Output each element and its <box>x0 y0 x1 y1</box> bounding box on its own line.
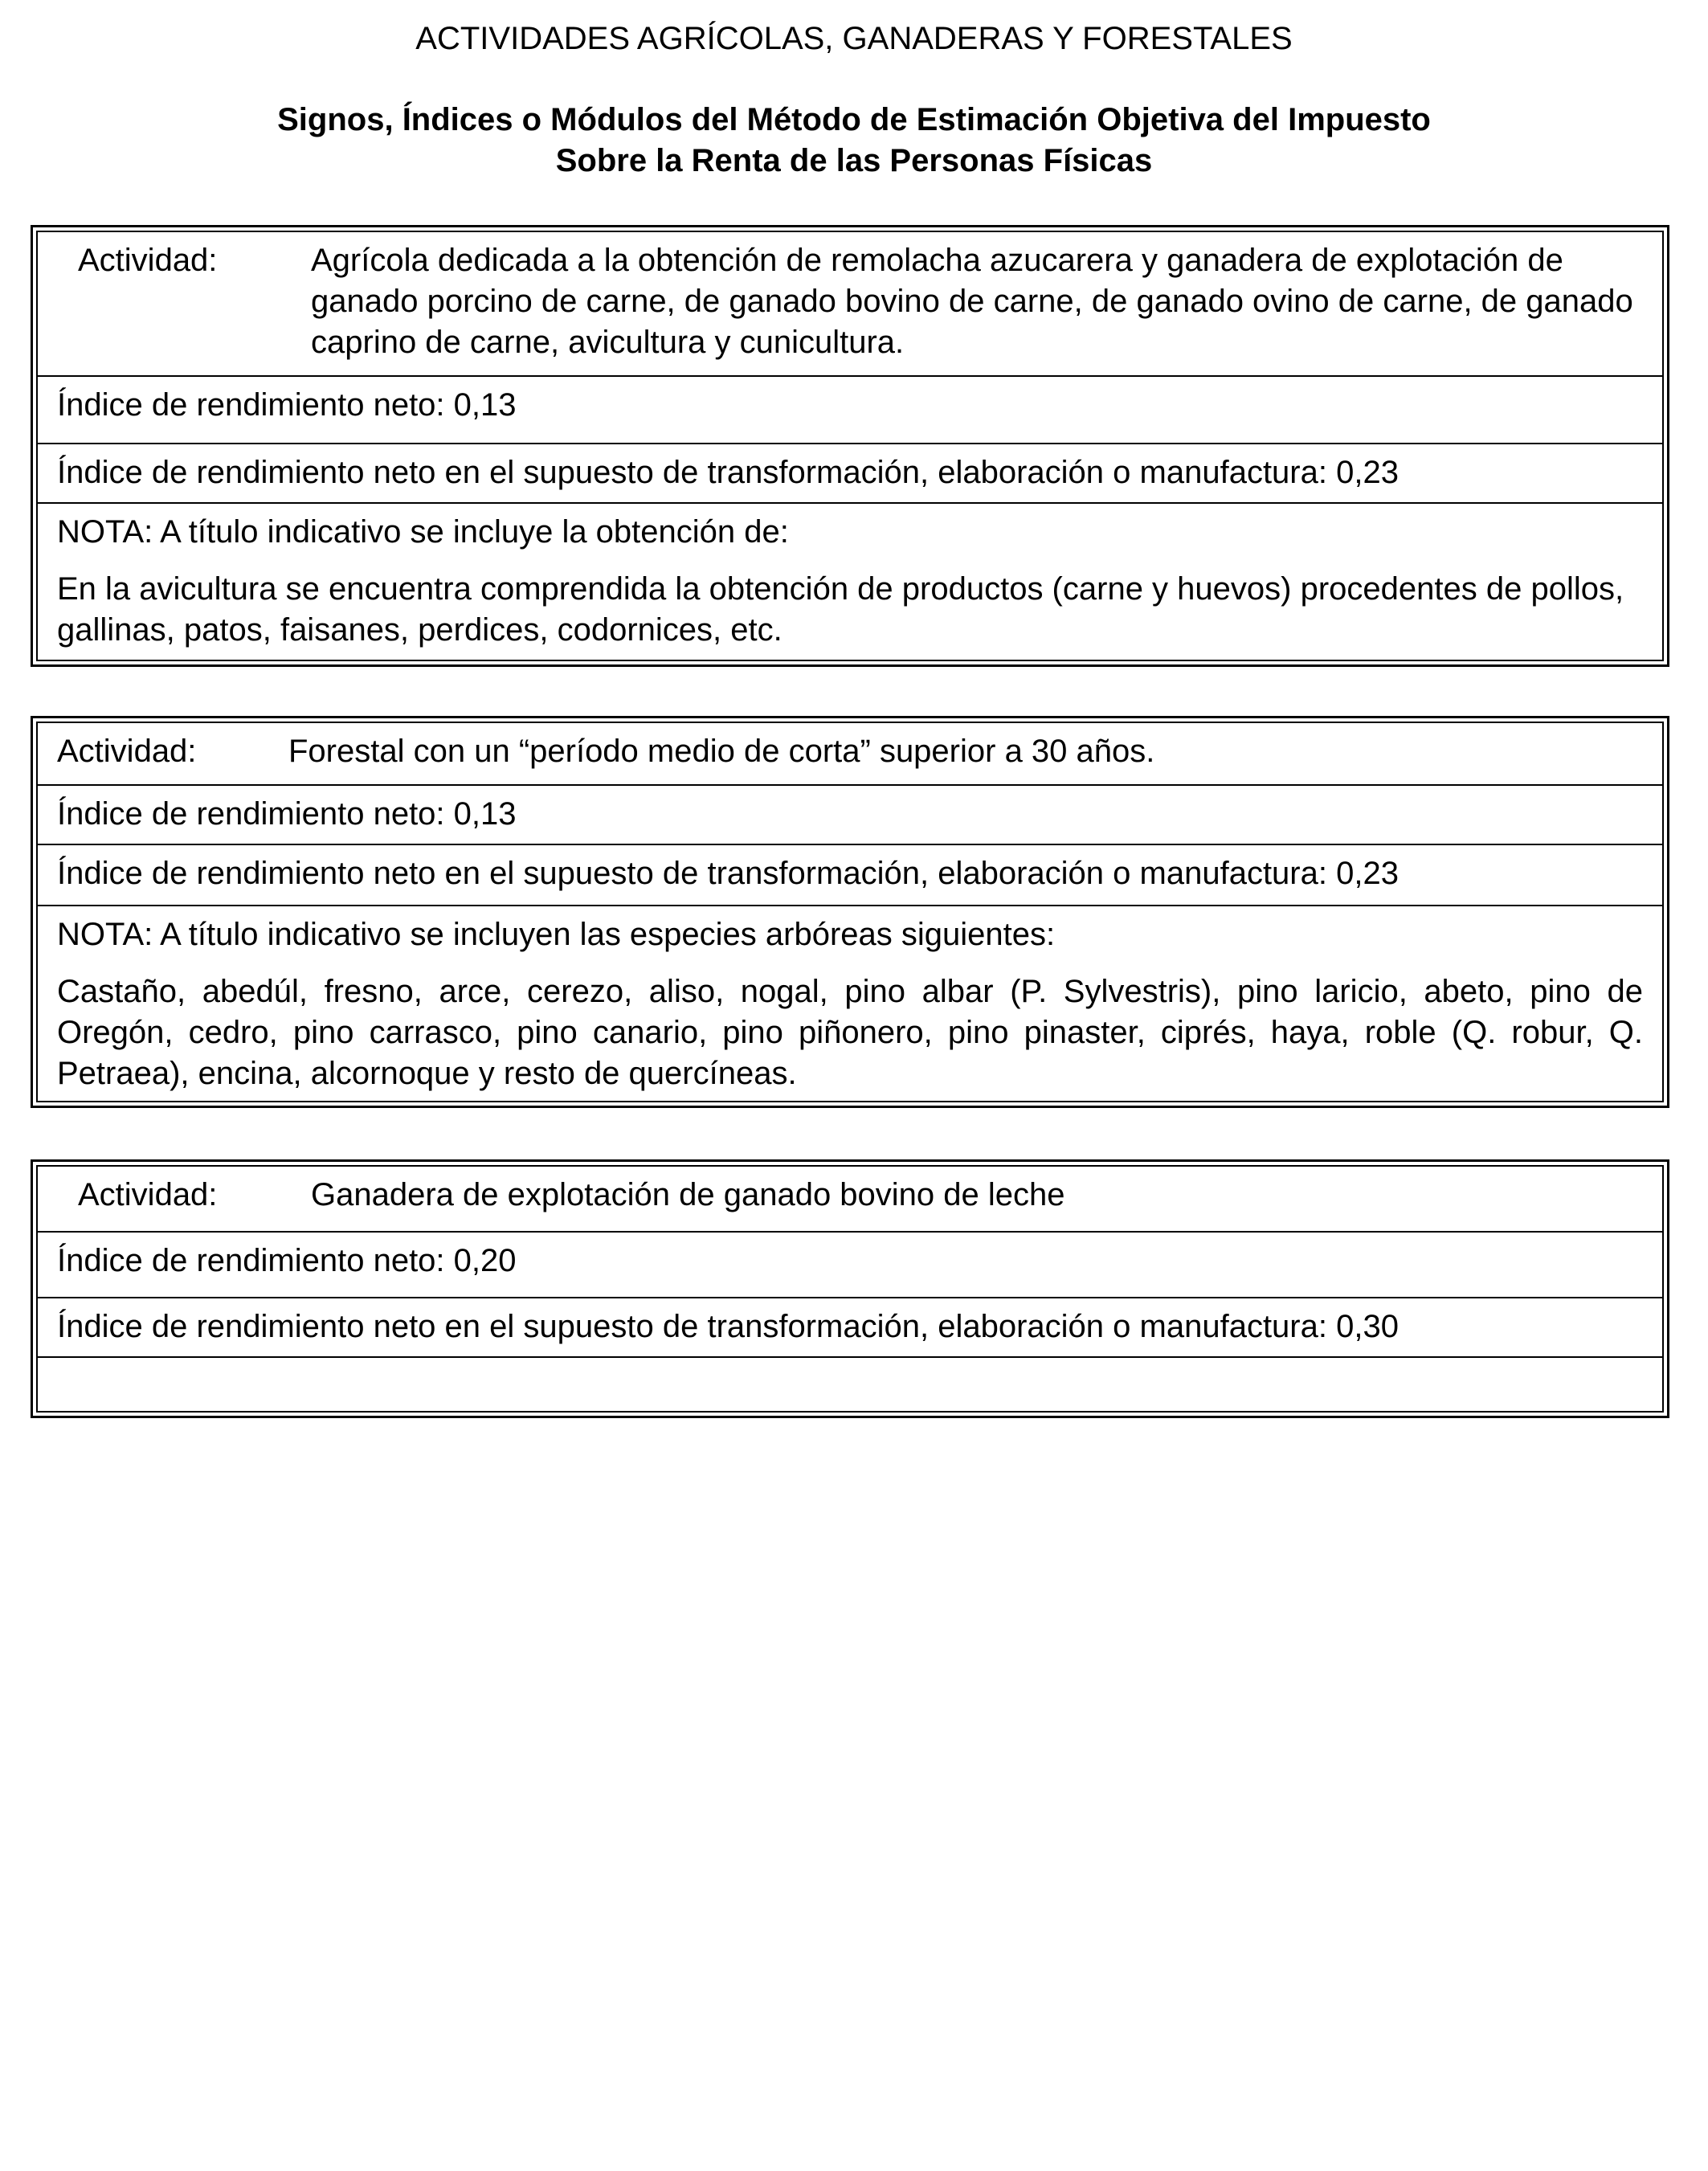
page-heading: ACTIVIDADES AGRÍCOLAS, GANADERAS Y FORESTALES <box>415 21 1293 56</box>
activity-box-1-inner <box>36 231 1664 661</box>
note-body: Castaño, abedúl, fresno, arce, cerezo, aliso, nogal, pino albar (P. Sylvestris), pino laricio, abeto, pino de Oregón, cedro, pino carrasco, pino canario, pino piñonero, pino pinaster, ciprés, haya, roble (Q. robur, Q. Petraea), encina, alcornoque y resto de quercíneas. <box>57 974 1643 1091</box>
net-yield-index-row <box>38 375 1662 443</box>
transformation-index-row <box>38 844 1662 905</box>
note-body: En la avicultura se encuentra comprendida la obtención de productos (carne y huevos) procedentes de pollos, gallinas, patos, faisanes, perdices, codornices, etc. <box>57 571 1624 648</box>
subtitle-line-2: Sobre la Renta de las Personas Físicas <box>555 143 1153 178</box>
net-yield-index: Índice de rendimiento neto: 0,13 <box>57 796 517 832</box>
activity-box-3 <box>31 1159 1669 1418</box>
page-subtitle <box>0 100 1708 182</box>
transformation-index: Índice de rendimiento neto en el supuesto de transformación, elaboración o manufactura: 0,23 <box>57 455 1399 490</box>
subtitle-line-1: Signos, Índices o Módulos del Método de Estimación Objetiva del Impuesto <box>277 102 1431 137</box>
note-row <box>38 502 1662 660</box>
net-yield-index-row <box>38 1231 1662 1297</box>
activity-row <box>38 723 1662 784</box>
activity-row <box>38 1167 1662 1231</box>
net-yield-index: Índice de rendimiento neto: 0,20 <box>57 1243 517 1278</box>
activity-description: Forestal con un “período medio de corta” superior a 30 años. <box>288 734 1155 769</box>
net-yield-index: Índice de rendimiento neto: 0,13 <box>57 387 517 423</box>
transformation-index: Índice de rendimiento neto en el supuesto de transformación, elaboración o manufactura: 0,23 <box>57 856 1399 891</box>
transformation-index: Índice de rendimiento neto en el supuesto de transformación, elaboración o manufactura: 0,30 <box>57 1309 1399 1344</box>
net-yield-index-row <box>38 784 1662 844</box>
transformation-index-row <box>38 443 1662 502</box>
note-row <box>38 905 1662 1104</box>
activity-description: Ganadera de explotación de ganado bovino de leche <box>311 1177 1065 1212</box>
activity-label: Actividad: <box>78 1177 218 1212</box>
activity-box-3-inner <box>36 1165 1664 1413</box>
transformation-index-row <box>38 1297 1662 1356</box>
activity-label: Actividad: <box>57 734 197 769</box>
activity-row <box>38 232 1662 375</box>
activity-box-2 <box>31 716 1669 1108</box>
activity-label: Actividad: <box>78 243 218 278</box>
empty-row <box>38 1356 1662 1416</box>
note-title: NOTA: A título indicativo se incluye la obtención de: <box>57 514 789 550</box>
activity-box-2-inner <box>36 722 1664 1102</box>
activity-description: Agrícola dedicada a la obtención de remolacha azucarera y ganadera de explotación de ganado porcino de carne, de ganado bovino de carne, de ganado ovino de carne, de ganado caprino de carne, avicultura y cunicultura. <box>311 243 1633 360</box>
note-title: NOTA: A título indicativo se incluyen las especies arbóreas siguientes: <box>57 917 1056 952</box>
activity-box-1 <box>31 225 1669 667</box>
